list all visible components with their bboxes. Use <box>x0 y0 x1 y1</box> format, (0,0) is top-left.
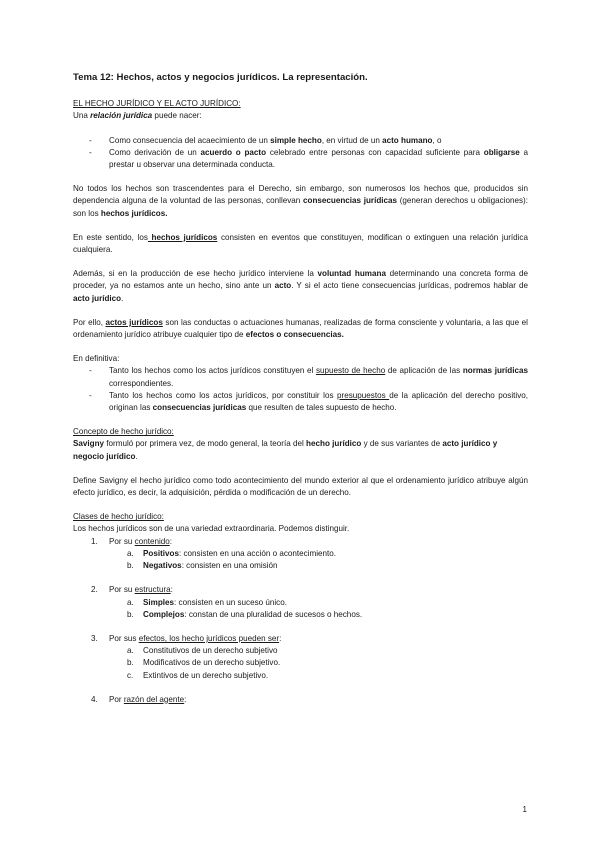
section-heading-clases: Clases de hecho jurídico: <box>73 512 164 522</box>
page-number: 1 <box>522 805 527 814</box>
origin-list <box>73 135 528 172</box>
sub-item: a. Constitutivos de un derecho subjetivo <box>127 646 278 656</box>
paragraph: No todos los hechos son trascendentes para el Derecho, sin embargo, son numerosos los hechos que, producidos sin dependencia alguna de la voluntad de las personas, conllevan consecuencias jurídicas (generan derechos u obligaciones): son los hechos jurídicos. <box>73 184 528 218</box>
section-heading-hecho-acto: EL HECHO JURÍDICO Y EL ACTO JURÍDICO: <box>73 99 241 109</box>
class-item-agente: 4. Por razón del agente: <box>91 694 187 704</box>
sub-item: c. Extintivos de un derecho subjetivo. <box>127 670 269 680</box>
list-item: - Como derivación de un acuerdo o pacto celebrado entre personas con capacidad suficiente para obligarse a prestar u observar una determinada conducta. <box>73 147 528 171</box>
sub-item: b. Complejos: constan de una pluralidad de sucesos o hechos. <box>127 609 363 619</box>
class-item-efectos: 3. Por sus efectos, los hecho jurídicos pueden ser: <box>91 633 282 643</box>
paragraph: Define Savigny el hecho jurídico como todo acontecimiento del mundo exterior al que el ordenamiento jurídico atribuye algún efecto jurídico, es decir, la adquisición, pérdida o modificación de un derecho. <box>73 475 528 498</box>
paragraph: Savigny formuló por primera vez, de modo general, la teoría del hecho jurídico y de sus variantes de acto jurídico y negocio jurídico. <box>73 439 498 461</box>
document-page <box>73 72 528 706</box>
sub-item: b. Negativos: consisten en una omisión <box>127 561 278 571</box>
list-item: - Como consecuencia del acaecimiento de un simple hecho, en virtud de un acto humano, o <box>73 135 528 147</box>
sub-item: b. Modificativos de un derecho subjetivo. <box>127 658 281 668</box>
paragraph: En este sentido, los hechos jurídicos consisten en eventos que constituyen, modifican o extinguen una relación jurídica cualquiera. <box>73 232 528 255</box>
paragraph: Además, si en la producción de ese hecho jurídico interviene la voluntad humana determinando una concreta forma de proceder, ya no estamos ante un hecho, sino ante un acto. Y si el acto tiene consecuencias jurídicas, podremos hablar de acto jurídico. <box>73 269 528 303</box>
paragraph: Por ello, actos jurídicos son las conductas o actuaciones humanas, realizadas de forma consciente y voluntaria, a las que el ordenamiento jurídico atribuye cualquier tipo de efectos o consecuencias. <box>73 317 528 340</box>
section-heading-concepto: Concepto de hecho jurídico: <box>73 427 174 437</box>
class-item-estructura: 2. Por su estructura: <box>91 585 173 595</box>
intro-line: Una relación jurídica puede nacer: <box>73 111 202 121</box>
summary-list <box>73 365 528 414</box>
paragraph: En definitiva: <box>73 354 120 364</box>
paragraph: Los hechos jurídicos son de una variedad extraordinaria. Podemos distinguir. <box>73 524 350 534</box>
document-title: Tema 12: Hechos, actos y negocios jurídicos. La representación. <box>73 72 368 83</box>
sub-item: a. Simples: consisten en un suceso único. <box>127 597 287 607</box>
list-item: - Tanto los hechos como los actos jurídicos constituyen el supuesto de hecho de aplicación de las normas jurídicas correspondientes. <box>73 365 528 389</box>
list-item: - Tanto los hechos como los actos jurídicos, por constituir los presupuestos de la aplicación del derecho positivo, originan las consecuencias jurídicas que resulten de tales supuesto de hecho. <box>73 390 528 414</box>
class-item-contenido: 1. Por su contenido: <box>91 536 173 546</box>
sub-item: a. Positivos: consisten en una acción o acontecimiento. <box>127 548 337 558</box>
